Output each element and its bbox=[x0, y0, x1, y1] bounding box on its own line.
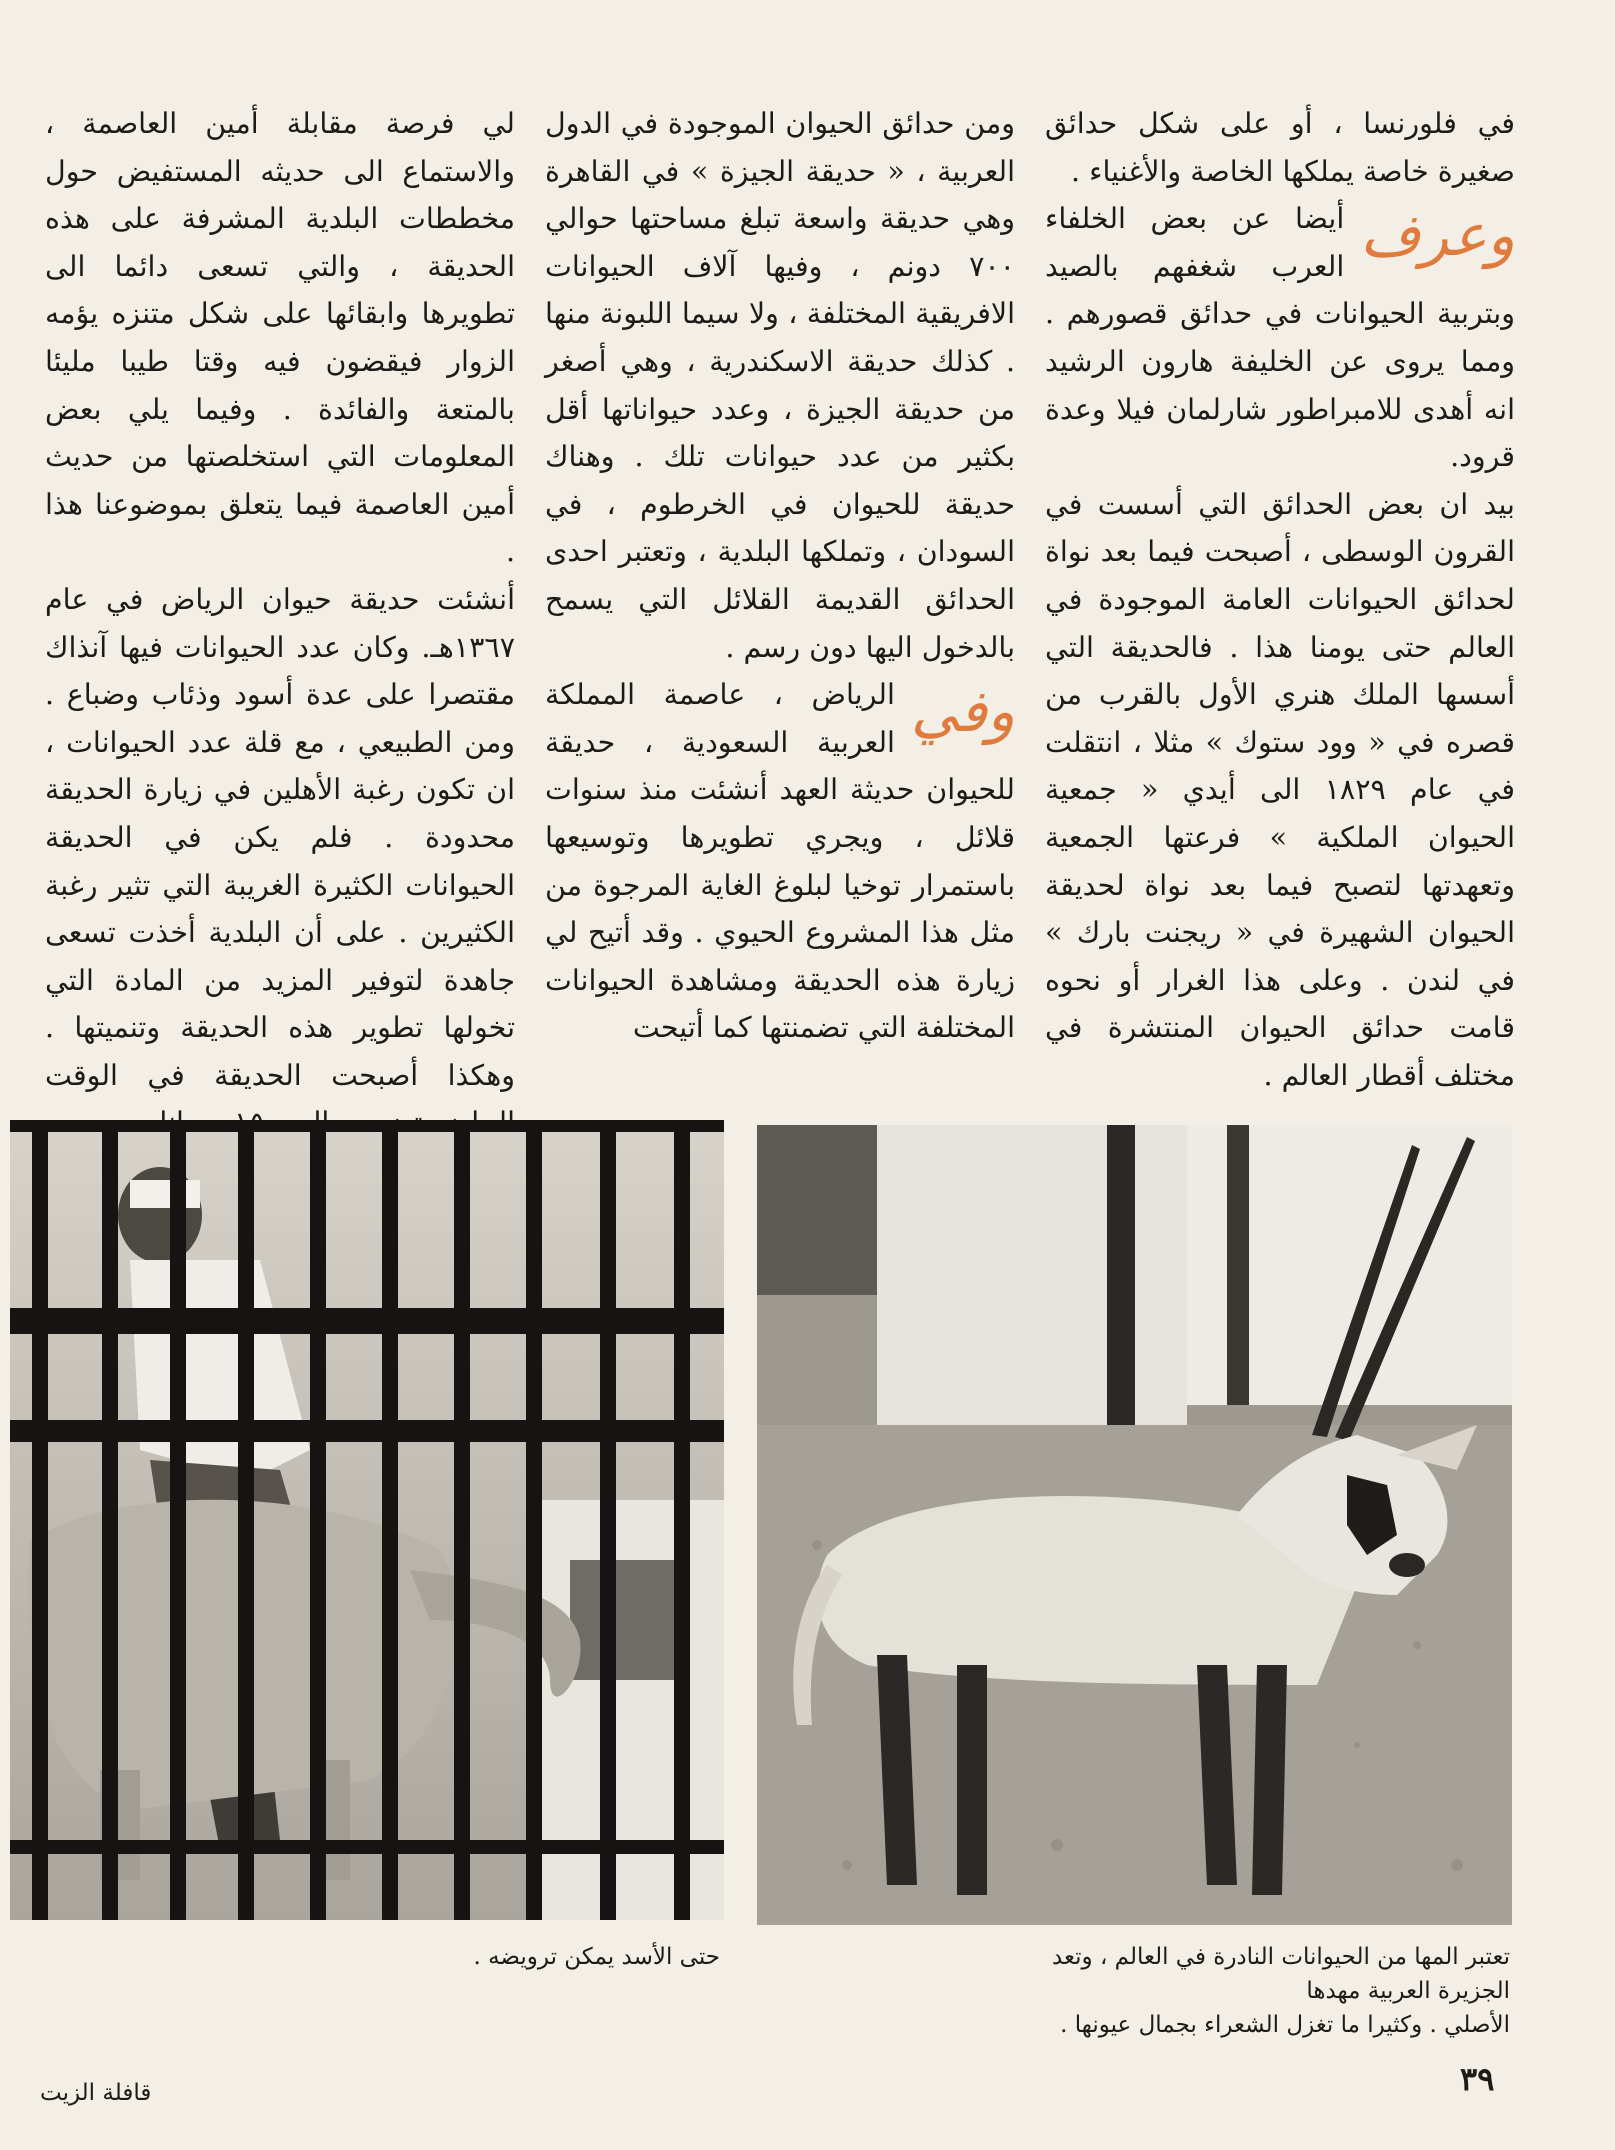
paragraph: ومن حدائق الحيوان الموجودة في الدول العربية ، « حديقة الجيزة » في القاهرة وهي حديقة واسعة تبلغ مساحتها حوالي ٧٠٠ دونم ، وفيها آلاف الحيوانات الافريقية المختلفة ، ولا سيما اللبونة منها . كذلك حديقة الاسكندرية ، وهي أصغر من حديقة الجيزة ، وعدد حيواناتها أقل بكثير من عدد حيوانات تلك . وهناك حديقة للحيوان في الخرطوم ، في السودان ، وتملكها البلدية ، وتعتبر احدى الحدائق القديمة القلائل التي يسمح بالدخول اليها دون رسم . bbox=[545, 107, 1015, 664]
article-column-middle bbox=[545, 100, 1015, 1052]
article-column-right bbox=[1045, 100, 1515, 1099]
paragraph-text: الرياض ، عاصمة المملكة العربية السعودية ، حديقة للحيوان حديثة العهد أنشئت منذ سنوات قلائل ، ويجري تطويرها وتوسيعها باستمرار توخيا لبلوغ الغاية المرجوة من مثل هذا المشروع الحيوي . وقد أتيح لي زيارة هذه الحديقة ومشاهدة الحيوانات المختلفة التي تضمنتها كما أتيحت bbox=[545, 678, 1015, 1045]
paragraph-with-dropcap bbox=[1045, 195, 1515, 481]
lion-photo-caption: حتى الأسد يمكن ترويضه . bbox=[473, 1944, 720, 1970]
paragraph-text: أيضا عن بعض الخلفاء العرب شغفهم بالصيد وبتربية الحيوانات في حدائق قصورهم . ومما يروى عن الخليفة هارون الرشيد انه أهدى للامبراطور شارلمان فيلا وعدة قرود. bbox=[1045, 202, 1515, 474]
oryx-photo-illustration bbox=[757, 1125, 1512, 1925]
page-number: ٣٩ bbox=[1460, 2060, 1495, 2098]
dropcap-word: وعرف bbox=[1360, 201, 1515, 270]
paragraph: بيد ان بعض الحدائق التي أسست في القرون الوسطى ، أصبحت فيما بعد نواة لحدائق الحيوانات العامة الموجودة في العالم حتى يومنا هذا . فالحديقة التي أسسها الملك هنري الأول بالقرب من قصره في « وود ستوك » مثلا ، انتقلت في عام ١٨٢٩ الى أيدي « جمعية الحيوان الملكية » فرعتها الجمعية وتعهدتها لتصبح فيما بعد نواة لحديقة الحيوان الشهيرة في « ريجنت بارك » في لندن . وعلى هذا الغرار أو نحوه قامت حدائق الحيوان المنتشرة في مختلف أقطار العالم . bbox=[1045, 487, 1515, 1092]
dropcap-word: وفي bbox=[910, 677, 1015, 746]
magazine-name: قافلة الزيت bbox=[40, 2080, 152, 2106]
article-column-left bbox=[45, 100, 515, 1147]
caption-line: الأصلي . وكثيرا ما تغزل الشعراء بجمال عيونها . bbox=[1060, 2012, 1510, 2038]
lion-photo bbox=[10, 1120, 724, 1920]
lion-photo-illustration bbox=[10, 1120, 724, 1920]
oryx-photo bbox=[757, 1125, 1512, 1925]
paragraph: لي فرصة مقابلة أمين العاصمة ، والاستماع الى حديثه المستفيض حول مخططات البلدية المشرفة على هذه الحديقة ، والتي تسعى دائما الى تطويرها وابقائها على شكل متنزه يؤمه الزوار فيقضون فيه وقتا طيبا مليئا بالمتعة والفائدة . وفيما يلي بعض المعلومات التي استخلصتها من حديث أمين العاصمة فيما يتعلق بموضوعنا هذا . bbox=[45, 107, 515, 569]
paragraph-with-dropcap bbox=[545, 671, 1015, 1052]
oryx-photo-caption bbox=[1010, 1940, 1510, 2042]
paragraph: أنشئت حديقة حيوان الرياض في عام ١٣٦٧هـ. وكان عدد الحيوانات فيها آنذاك مقتصرا على عدة أسود وذئاب وضباع . ومن الطبيعي ، مع قلة عدد الحيوانات ، ان تكون رغبة الأهلين في زيارة الحديقة محدودة . فلم يكن في الحديقة الحيوانات الكثيرة الغريبة التي تثير رغبة الكثيرين . على أن البلدية أخذت تسعى جاهدة لتوفير المزيد من المادة التي تخولها تطوير هذه الحديقة وتنميتها . وهكذا أصبحت الحديقة في الوقت bbox=[45, 582, 515, 1092]
paragraph: في فلورنسا ، أو على شكل حدائق صغيرة خاصة يملكها الخاصة والأغنياء . bbox=[1045, 107, 1515, 188]
caption-line: تعتبر المها من الحيوانات النادرة في العالم ، وتعد الجزيرة العربية مهدها bbox=[1051, 1944, 1510, 2004]
